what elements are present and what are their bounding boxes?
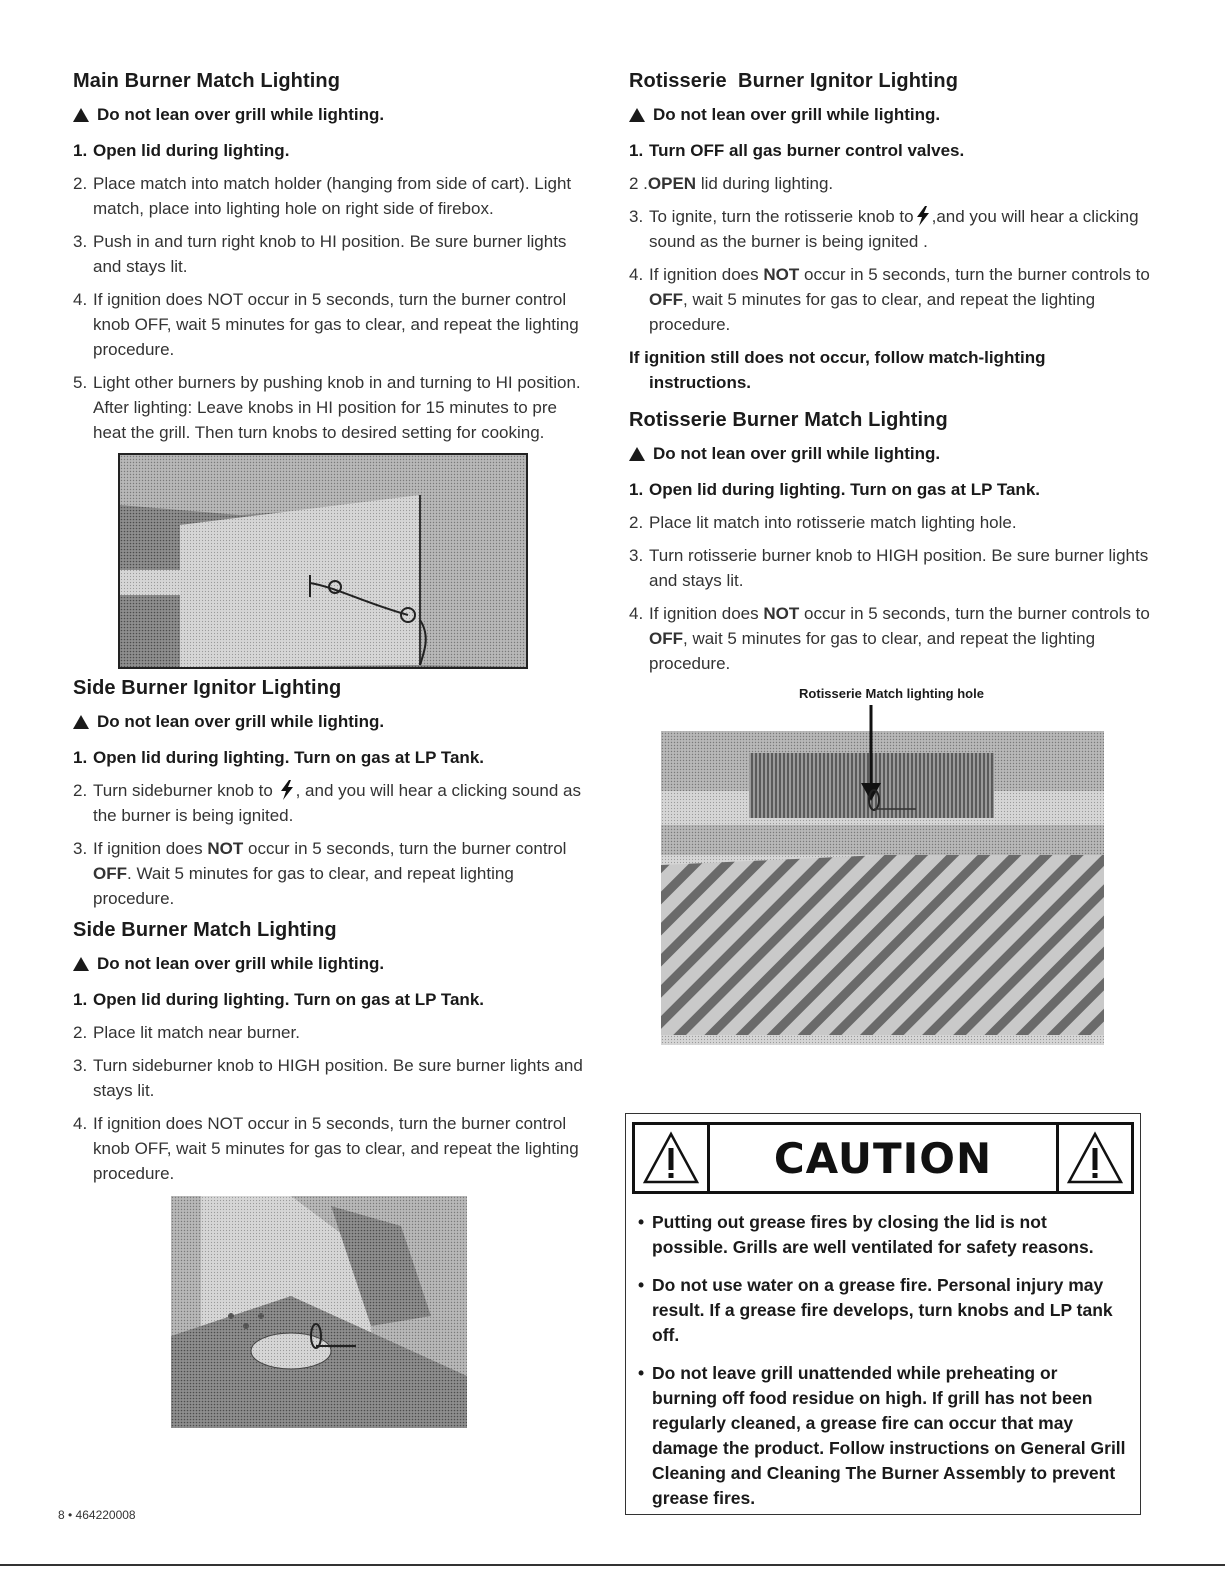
step: 2. Place lit match near burner. bbox=[73, 1023, 300, 1042]
section-title: Rotisserie Burner Match Lighting bbox=[629, 409, 948, 431]
step: 5. Light other burners by pushing knob in and turning to HI position. After lighting: Leave knobs in HI position for 15 minutes to pre heat the grill. Then turn knobs to desired setting for cooking. bbox=[73, 373, 581, 442]
lightning-bolt-icon bbox=[280, 780, 294, 800]
caution-item: • Putting out grease fires by closing the lid is not possible. Grills are well ventilated for safety reasons. bbox=[636, 1210, 1126, 1260]
rotisserie-ignitor-section bbox=[629, 70, 1154, 395]
step: 1. Turn OFF all gas burner control valves. bbox=[629, 141, 965, 160]
step: 1. Open lid during lighting. Turn on gas at LP Tank. bbox=[629, 480, 1040, 499]
warning-triangle-icon bbox=[629, 108, 645, 122]
step: 2. Place lit match into rotisserie match lighting hole. bbox=[629, 513, 1017, 532]
left-column bbox=[73, 70, 593, 1428]
steps-list bbox=[629, 138, 1154, 337]
warning-line: Do not lean over grill while lighting. bbox=[73, 105, 593, 125]
caution-title: CAUTION bbox=[773, 1133, 993, 1183]
warning-triangle-icon bbox=[1056, 1125, 1131, 1191]
bottom-rule bbox=[0, 1564, 1225, 1566]
steps-list bbox=[629, 477, 1154, 676]
step: 3. Push in and turn right knob to HI position. Be sure burner lights and stays lit. bbox=[73, 232, 567, 276]
step: 4. If ignition does NOT occur in 5 seconds, turn the burner controls to OFF, wait 5 minutes for gas to clear, and repeat the lighting procedure. bbox=[629, 265, 1150, 334]
photo-caption: Rotisserie Match lighting hole bbox=[799, 686, 984, 701]
step: 3. To ignite, turn the rotisserie knob to ,and you will hear a clicking sound as the burner is being ignited . bbox=[629, 207, 1139, 251]
step: 2. Turn sideburner knob to , and you will hear a clicking sound as the burner is being ignited. bbox=[73, 781, 581, 825]
match-lighting-note: If ignition still does not occur, follow match-lighting instructions. bbox=[629, 348, 1046, 392]
caution-item: • Do not use water on a grease fire. Personal injury may result. If a grease fire develops, turn knobs and LP tank off. bbox=[636, 1273, 1126, 1348]
rotisserie-photo bbox=[661, 705, 1104, 1045]
lightning-bolt-icon bbox=[916, 206, 930, 226]
step: 1. Open lid during lighting. Turn on gas at LP Tank. bbox=[73, 748, 484, 767]
step: 3. Turn rotisserie burner knob to HIGH position. Be sure burner lights and stays lit. bbox=[629, 546, 1149, 590]
step: 2 .OPEN lid during lighting. bbox=[629, 174, 834, 193]
step: 3. Turn sideburner knob to HIGH position. Be sure burner lights and stays lit. bbox=[73, 1056, 583, 1100]
step: 1. Open lid during lighting. Turn on gas at LP Tank. bbox=[73, 990, 484, 1009]
caution-item: • Do not leave grill unattended while preheating or burning off food residue on high. If grill has not been regularly cleaned, a grease fire can occur that may damage the product. Follow instructions on General Grill Cleaning and Cleaning The Burner Assembly to prevent grease fires. bbox=[636, 1361, 1126, 1511]
step: 4. If ignition does NOT occur in 5 seconds, turn the burner control knob OFF, wait 5 minutes for gas to clear, and repeat the lighting procedure. bbox=[73, 1114, 579, 1183]
warning-triangle-icon bbox=[73, 715, 89, 729]
caution-box bbox=[625, 1113, 1141, 1515]
caution-banner bbox=[632, 1122, 1134, 1194]
warning-line: Do not lean over grill while lighting. bbox=[629, 105, 1154, 125]
steps-list bbox=[73, 745, 593, 911]
warning-triangle-icon bbox=[629, 447, 645, 461]
warning-line: Do not lean over grill while lighting. bbox=[73, 712, 593, 732]
section-title: Side Burner Ignitor Lighting bbox=[73, 677, 342, 699]
rotisserie-match-section bbox=[629, 409, 1154, 701]
side-burner-photo bbox=[171, 1196, 467, 1428]
right-column bbox=[629, 70, 1154, 1045]
step: 4. If ignition does NOT occur in 5 seconds, turn the burner control knob OFF, wait 5 minutes for gas to clear, and repeat the lighting procedure. bbox=[73, 290, 579, 359]
section-title: Side Burner Match Lighting bbox=[73, 919, 337, 941]
warning-line: Do not lean over grill while lighting. bbox=[629, 444, 1154, 464]
warning-line: Do not lean over grill while lighting. bbox=[73, 954, 593, 974]
page-footer: 8 • 464220008 bbox=[58, 1508, 136, 1522]
main-burner-match-section bbox=[73, 70, 593, 445]
side-burner-ignitor-section bbox=[73, 677, 593, 911]
section-title: Main Burner Match Lighting bbox=[73, 70, 341, 92]
step: 1. Open lid during lighting. bbox=[73, 141, 290, 160]
step: 4. If ignition does NOT occur in 5 seconds, turn the burner controls to OFF, wait 5 minutes for gas to clear, and repeat the lighting procedure. bbox=[629, 604, 1150, 673]
caution-list bbox=[636, 1210, 1126, 1511]
warning-triangle-icon bbox=[73, 957, 89, 971]
warning-triangle-icon bbox=[635, 1125, 710, 1191]
warning-triangle-icon bbox=[73, 108, 89, 122]
steps-list bbox=[73, 138, 593, 445]
side-burner-match-section bbox=[73, 919, 593, 1186]
steps-list bbox=[73, 987, 593, 1186]
step: 2. Place match into match holder (hanging from side of cart). Light match, place into lighting hole on right side of firebox. bbox=[73, 174, 572, 218]
step: 3. If ignition does NOT occur in 5 seconds, turn the burner control OFF. Wait 5 minutes for gas to clear, and repeat lighting procedure. bbox=[73, 839, 567, 908]
section-title: Rotisserie Burner Ignitor Lighting bbox=[629, 70, 959, 92]
firebox-photo bbox=[118, 453, 528, 669]
